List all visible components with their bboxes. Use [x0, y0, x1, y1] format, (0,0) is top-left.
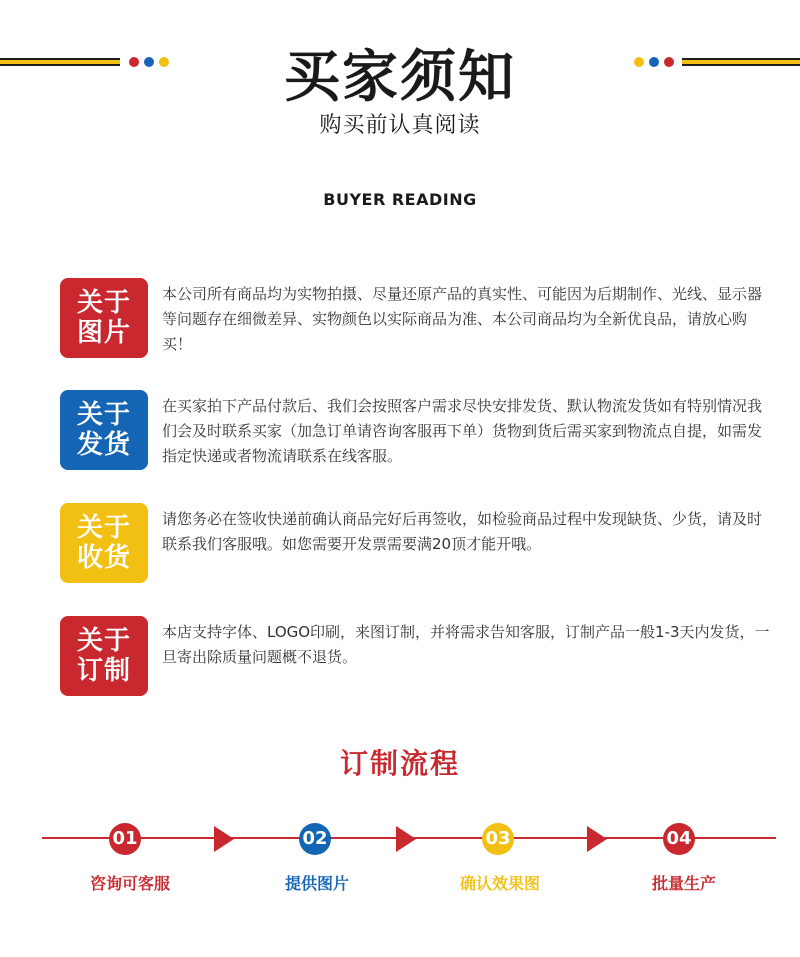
badge-line2: 收货 — [76, 543, 131, 573]
notice-text: 本店支持字体、LOGO印刷，来图订制，并将需求告知客服，订制产品一般1-3天内发货，一旦寄出除质量问题概不退货。 — [162, 623, 770, 666]
step-number: 02 — [299, 823, 331, 855]
badge-line1: 关于 — [76, 288, 131, 318]
notice-badge — [60, 390, 148, 470]
step-number: 01 — [109, 823, 141, 855]
step-label: 确认效果图 — [459, 874, 540, 893]
page-title: 买家须知 — [284, 45, 516, 110]
arrow-right-icon — [396, 826, 416, 852]
notice-shipping — [60, 390, 780, 480]
notice-text: 本公司所有商品均为实物拍摄、尽量还原产品的真实性、可能因为后期制作、光线、显示器等问题存在细微差异、实物颜色以实际商品为准、本公司商品均为全新优良品，请放心购买！ — [162, 285, 763, 353]
english-heading: BUYER READING — [323, 190, 477, 209]
badge-line1: 关于 — [76, 626, 131, 656]
badge-line2: 订制 — [76, 656, 131, 686]
badge-line1: 关于 — [76, 513, 131, 543]
notice-custom — [60, 616, 780, 706]
arrow-right-icon — [214, 826, 234, 852]
step-label: 咨询可客服 — [89, 874, 170, 893]
notice-text: 请您务必在签收快递前确认商品完好后再签收，如检验商品过程中发现缺货、少货，请及时联系我们客服哦。如您需要开发票需要满20顶才能开哦。 — [162, 510, 763, 553]
step-number: 04 — [663, 823, 695, 855]
arrow-right-icon — [587, 826, 607, 852]
page-subtitle: 购买前认真阅读 — [319, 113, 481, 138]
notice-receiving — [60, 503, 780, 593]
notice-badge — [60, 616, 148, 696]
step-label: 批量生产 — [651, 874, 716, 893]
badge-line2: 图片 — [76, 318, 131, 348]
step-number: 03 — [482, 823, 514, 855]
notice-pictures — [60, 278, 780, 368]
badge-line2: 发货 — [76, 430, 131, 460]
step-label: 提供图片 — [284, 874, 349, 893]
process-title: 订制流程 — [339, 747, 460, 780]
notice-badge — [60, 503, 148, 583]
notice-text: 在买家拍下产品付款后、我们会按照客户需求尽快安排发货、默认物流发货如有特别情况我们会及时联系买家（加急订单请咨询客服再下单）货物到货后需买家到物流点自提，如需发指定快递或者物流请联系在线客服。 — [162, 397, 763, 465]
badge-line1: 关于 — [76, 400, 131, 430]
notice-badge — [60, 278, 148, 358]
